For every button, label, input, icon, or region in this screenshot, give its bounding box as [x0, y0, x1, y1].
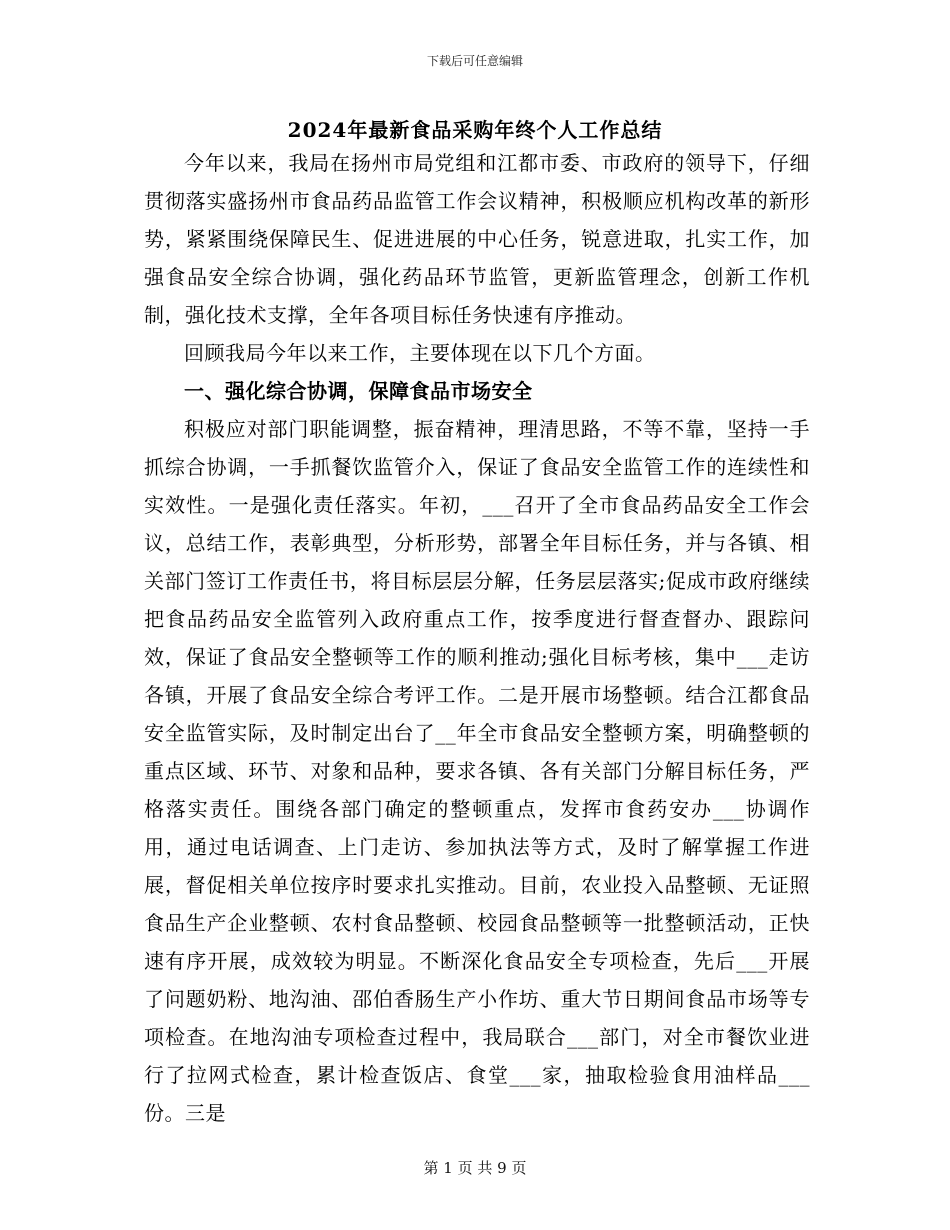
section-heading: 一、强化综合协调，保障食品市场安全	[184, 379, 533, 403]
document-body	[144, 144, 810, 1132]
section-paragraph: 积极应对部门职能调整，振奋精神，理清思路，不等不靠，坚持一手抓综合协调，一手抓餐饮监管介入，保证了食品安全监管工作的连续性和实效性。一是强化责任落实。年初，___召开了全市食品药品安全工作会议，总结工作，表彰典型，分析形势，部署全年目标任务，并与各镇、相关部门签订工作责任书，将目标层层分解，任务层层落实;促成市政府继续把食品药品安全监管列入政府重点工作，按季度进行督查督办、跟踪问效，保证了食品安全整顿等工作的顺利推动;强化目标考核，集中___走访各镇，开展了食品安全综合考评工作。二是开展市场整顿。结合江都食品安全监管实际，及时制定出台了__年全市食品安全整顿方案，明确整顿的重点区域、环节、对象和品种，要求各镇、各有关部门分解目标任务，严格落实责任。围绕各部门确定的整顿重点，发挥市食药安办___协调作用，通过电话调查、上门走访、参加执法等方式，及时了解掌握工作进展，督促相关单位按序时要求扎实推动。目前，农业投入品整顿、无证照食品生产企业整顿、农村食品整顿、校园食品整顿等一批整顿活动，正快速有序开展，成效较为明显。不断深化食品安全专项检查，先后___开展了问题奶粉、地沟油、邵伯香肠生产小作坊、重大节日期间食品市场等专项检查。在地沟油专项检查过程中，我局联合___部门，对全市餐饮业进行了拉网式检查，累计检查饭店、食堂___家，抽取检验食用油样品___份。三是	[144, 417, 810, 1125]
header-note: 下载后可任意编辑	[426, 54, 523, 68]
page-number: 第 1 页 共 9 页	[423, 1159, 527, 1177]
document-title: 2024年最新食品采购年终个人工作总结	[287, 118, 663, 142]
overview-paragraph: 回顾我局今年以来工作，主要体现在以下几个方面。	[184, 341, 656, 365]
intro-paragraph: 今年以来，我局在扬州市局党组和江都市委、市政府的领导下，仔细贯彻落实盛扬州市食品药品监管工作会议精神，积极顺应机构改革的新形势，紧紧围绕保障民生、促进进展的中心任务，锐意进取，扎实工作，加强食品安全综合协调，强化药品环节监管，更新监管理念，创新工作机制，强化技术支撑，全年各项目标任务快速有序推动。	[144, 151, 810, 327]
